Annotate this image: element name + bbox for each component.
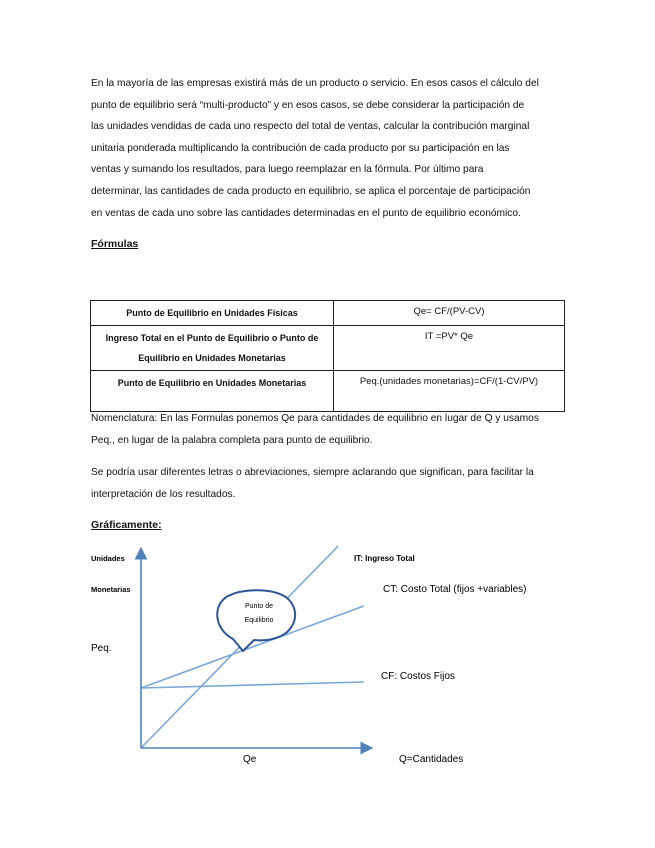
- formula-cell: Qe= CF/(PV-CV): [334, 301, 565, 326]
- intro-line: las unidades vendidas de cada uno respecto del total de ventas, calcular la contribución marginal: [91, 121, 530, 133]
- intro-line: en ventas de cada uno sobre las cantidades determinadas en el punto de equilibrio económico.: [91, 207, 521, 219]
- note-line: interpretación de los resultados.: [91, 488, 236, 500]
- x-axis-label: Q=Cantidades: [399, 754, 464, 765]
- formula-cell: IT =PV* Qe: [334, 326, 565, 371]
- series-label-ct: CT: Costo Total (fijos +variables): [383, 584, 527, 595]
- intro-line: determinar, las cantidades de cada producto en equilibrio, se aplica el porcentaje de participación: [91, 185, 531, 197]
- intro-line: En la mayoría de las empresas existirá más de un producto o servicio. En esos casos el cálculo del: [91, 78, 539, 89]
- formula-cell: Peq.(unidades monetarias)=CF/(1-CV/PV): [334, 371, 565, 412]
- intro-line: unitaria ponderada multiplicando la contribución de cada producto por su participación en las: [91, 142, 510, 154]
- series-label-cf: CF: Costos Fijos: [381, 671, 455, 682]
- note-line: Se podría usar diferentes letras o abreviaciones, siempre aclarando que significan, para facilitar la: [91, 467, 534, 478]
- nomenclature-line: Nomenclatura: En las Formulas ponemos Qe para cantidades de equilibrio en lugar de Q y usamos: [91, 413, 539, 424]
- y-tick-label: Peq.: [91, 643, 112, 654]
- nomenclature-line: Peq., en lugar de la palabra completa para punto de equilibrio.: [91, 434, 373, 446]
- callout-label: Punto de: [244, 603, 274, 610]
- concept-text: Equilibrio en Unidades Monetarias: [138, 353, 286, 363]
- callout-label: Equilibrio: [244, 617, 274, 624]
- x-tick-label: Qe: [243, 754, 257, 765]
- concept-text: Punto de Equilibrio en Unidades Monetarias: [117, 378, 307, 388]
- concept-text: Ingreso Total en el Punto de Equilibrio o Punto de: [105, 333, 319, 343]
- concept-text: Punto de Equilibrio en Unidades Físicas: [126, 308, 298, 318]
- series-line-cf: [141, 682, 364, 688]
- graph-heading: Gráficamente:: [91, 519, 162, 531]
- intro-line: punto de equilibrio será “multi-producto” y en esos casos, se debe considerar la participación de: [91, 99, 525, 111]
- y-axis-label: Unidades: [91, 554, 125, 563]
- series-label-it: IT: Ingreso Total: [354, 554, 415, 563]
- formulas-heading: Fórmulas: [91, 238, 139, 250]
- y-axis-label: Monetarias: [91, 585, 131, 594]
- intro-line: ventas y sumando los resultados, para luego reemplazar en la fórmula. Por último para: [91, 164, 484, 176]
